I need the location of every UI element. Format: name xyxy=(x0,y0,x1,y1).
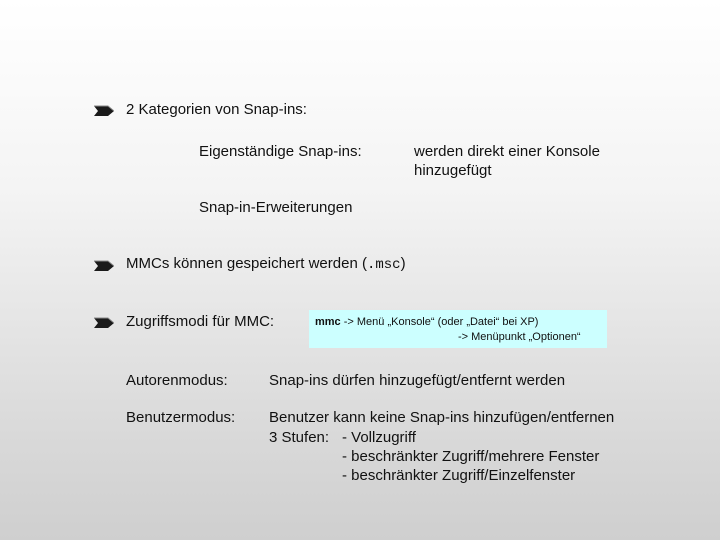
levels-label: 3 Stufen: xyxy=(269,429,330,446)
save-mmc-text: MMCs können gespeichert werden ( xyxy=(126,255,367,272)
msc-extension: .msc xyxy=(366,257,401,273)
bullet-categories: 2 Kategorien von Snap-ins: xyxy=(126,101,307,118)
arrow-bullet-icon xyxy=(94,316,114,330)
snapin-extensions-label: Snap-in-Erweiterungen xyxy=(199,199,353,216)
standalone-snapins-desc-2: hinzugefügt xyxy=(414,162,492,179)
menu-path-note xyxy=(309,310,607,348)
note-line-2: -> Menüpunkt „Optionen“ xyxy=(458,331,581,343)
note-mmc: mmc xyxy=(315,316,341,328)
arrow-bullet-icon xyxy=(94,104,114,118)
user-mode-label: Benutzermodus: xyxy=(126,409,236,426)
author-mode-desc: Snap-ins dürfen hinzugefügt/entfernt werden xyxy=(269,372,566,389)
level-item: - beschränkter Zugriff/mehrere Fenster xyxy=(342,448,600,465)
note-line-1: -> Menü „Konsole“ (oder „Datei“ bei XP) xyxy=(340,316,539,328)
standalone-snapins-desc-1: werden direkt einer Konsole xyxy=(414,143,600,160)
user-mode-desc: Benutzer kann keine Snap-ins hinzufügen/entfernen xyxy=(269,409,615,426)
standalone-snapins-label: Eigenständige Snap-ins: xyxy=(199,143,362,160)
author-mode-label: Autorenmodus: xyxy=(126,372,228,389)
bullet-save-mmc xyxy=(126,254,406,275)
level-item: - Vollzugriff xyxy=(342,429,416,446)
arrow-bullet-icon xyxy=(94,259,114,273)
bullet-access-modes: Zugriffsmodi für MMC: xyxy=(126,313,275,330)
level-item: - beschränkter Zugriff/Einzelfenster xyxy=(342,467,576,484)
save-mmc-tail: ) xyxy=(400,255,406,272)
